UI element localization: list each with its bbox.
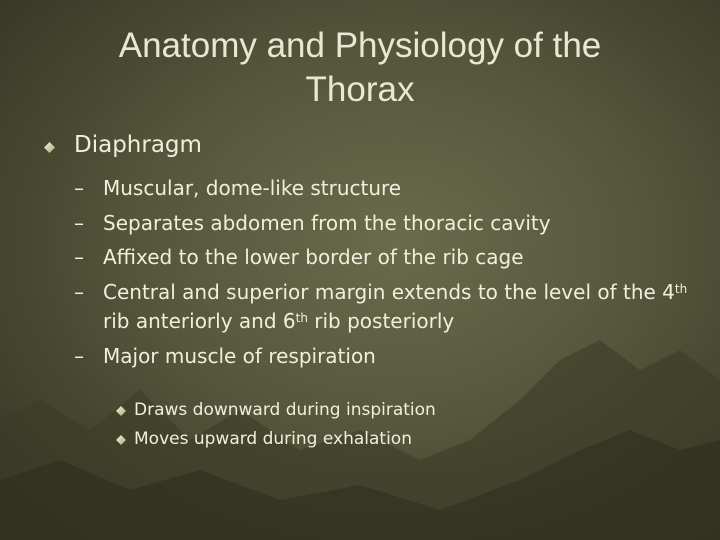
diamond-bullet-icon	[44, 142, 55, 153]
dash-marker: –	[74, 279, 84, 304]
diamond-bullet-icon	[116, 435, 126, 445]
bullet-diaphragm: Diaphragm	[74, 132, 202, 158]
sub-bullet-list	[74, 171, 694, 373]
dash-marker: –	[74, 343, 84, 368]
sub-item-text: Separates abdomen from the thoracic cavity	[103, 210, 551, 235]
sub-item-text: Major muscle of respiration	[103, 343, 376, 368]
sub-item-text: Affixed to the lower border of the rib cage	[103, 245, 524, 269]
list-item	[74, 240, 694, 275]
diamond-bullet-icon	[116, 406, 126, 416]
title-line-2: Thorax	[305, 70, 415, 109]
margin-text-c: rib posteriorly	[307, 308, 455, 333]
dash-marker: –	[74, 245, 84, 269]
list-item	[74, 171, 694, 206]
list-item	[74, 206, 694, 241]
superscript-th: th	[674, 281, 688, 296]
title-line-1: Anatomy and Physiology of the	[118, 26, 602, 65]
sub-item-margin-text	[103, 275, 694, 339]
superscript-th: th	[295, 310, 308, 325]
slide-title	[60, 24, 660, 112]
dash-marker: –	[74, 176, 84, 200]
margin-text-a: Central and superior margin extends to the level of the 4	[103, 279, 675, 304]
sub-item-text: Muscular, dome-like structure	[103, 176, 402, 200]
margin-text-b: rib anteriorly and 6	[103, 308, 296, 333]
sub-sub-item-text: Draws downward during inspiration	[134, 400, 436, 420]
list-item	[74, 275, 694, 339]
list-item	[74, 339, 694, 374]
dash-marker: –	[74, 210, 84, 235]
sub-sub-item-text: Moves upward during exhalation	[134, 429, 412, 449]
